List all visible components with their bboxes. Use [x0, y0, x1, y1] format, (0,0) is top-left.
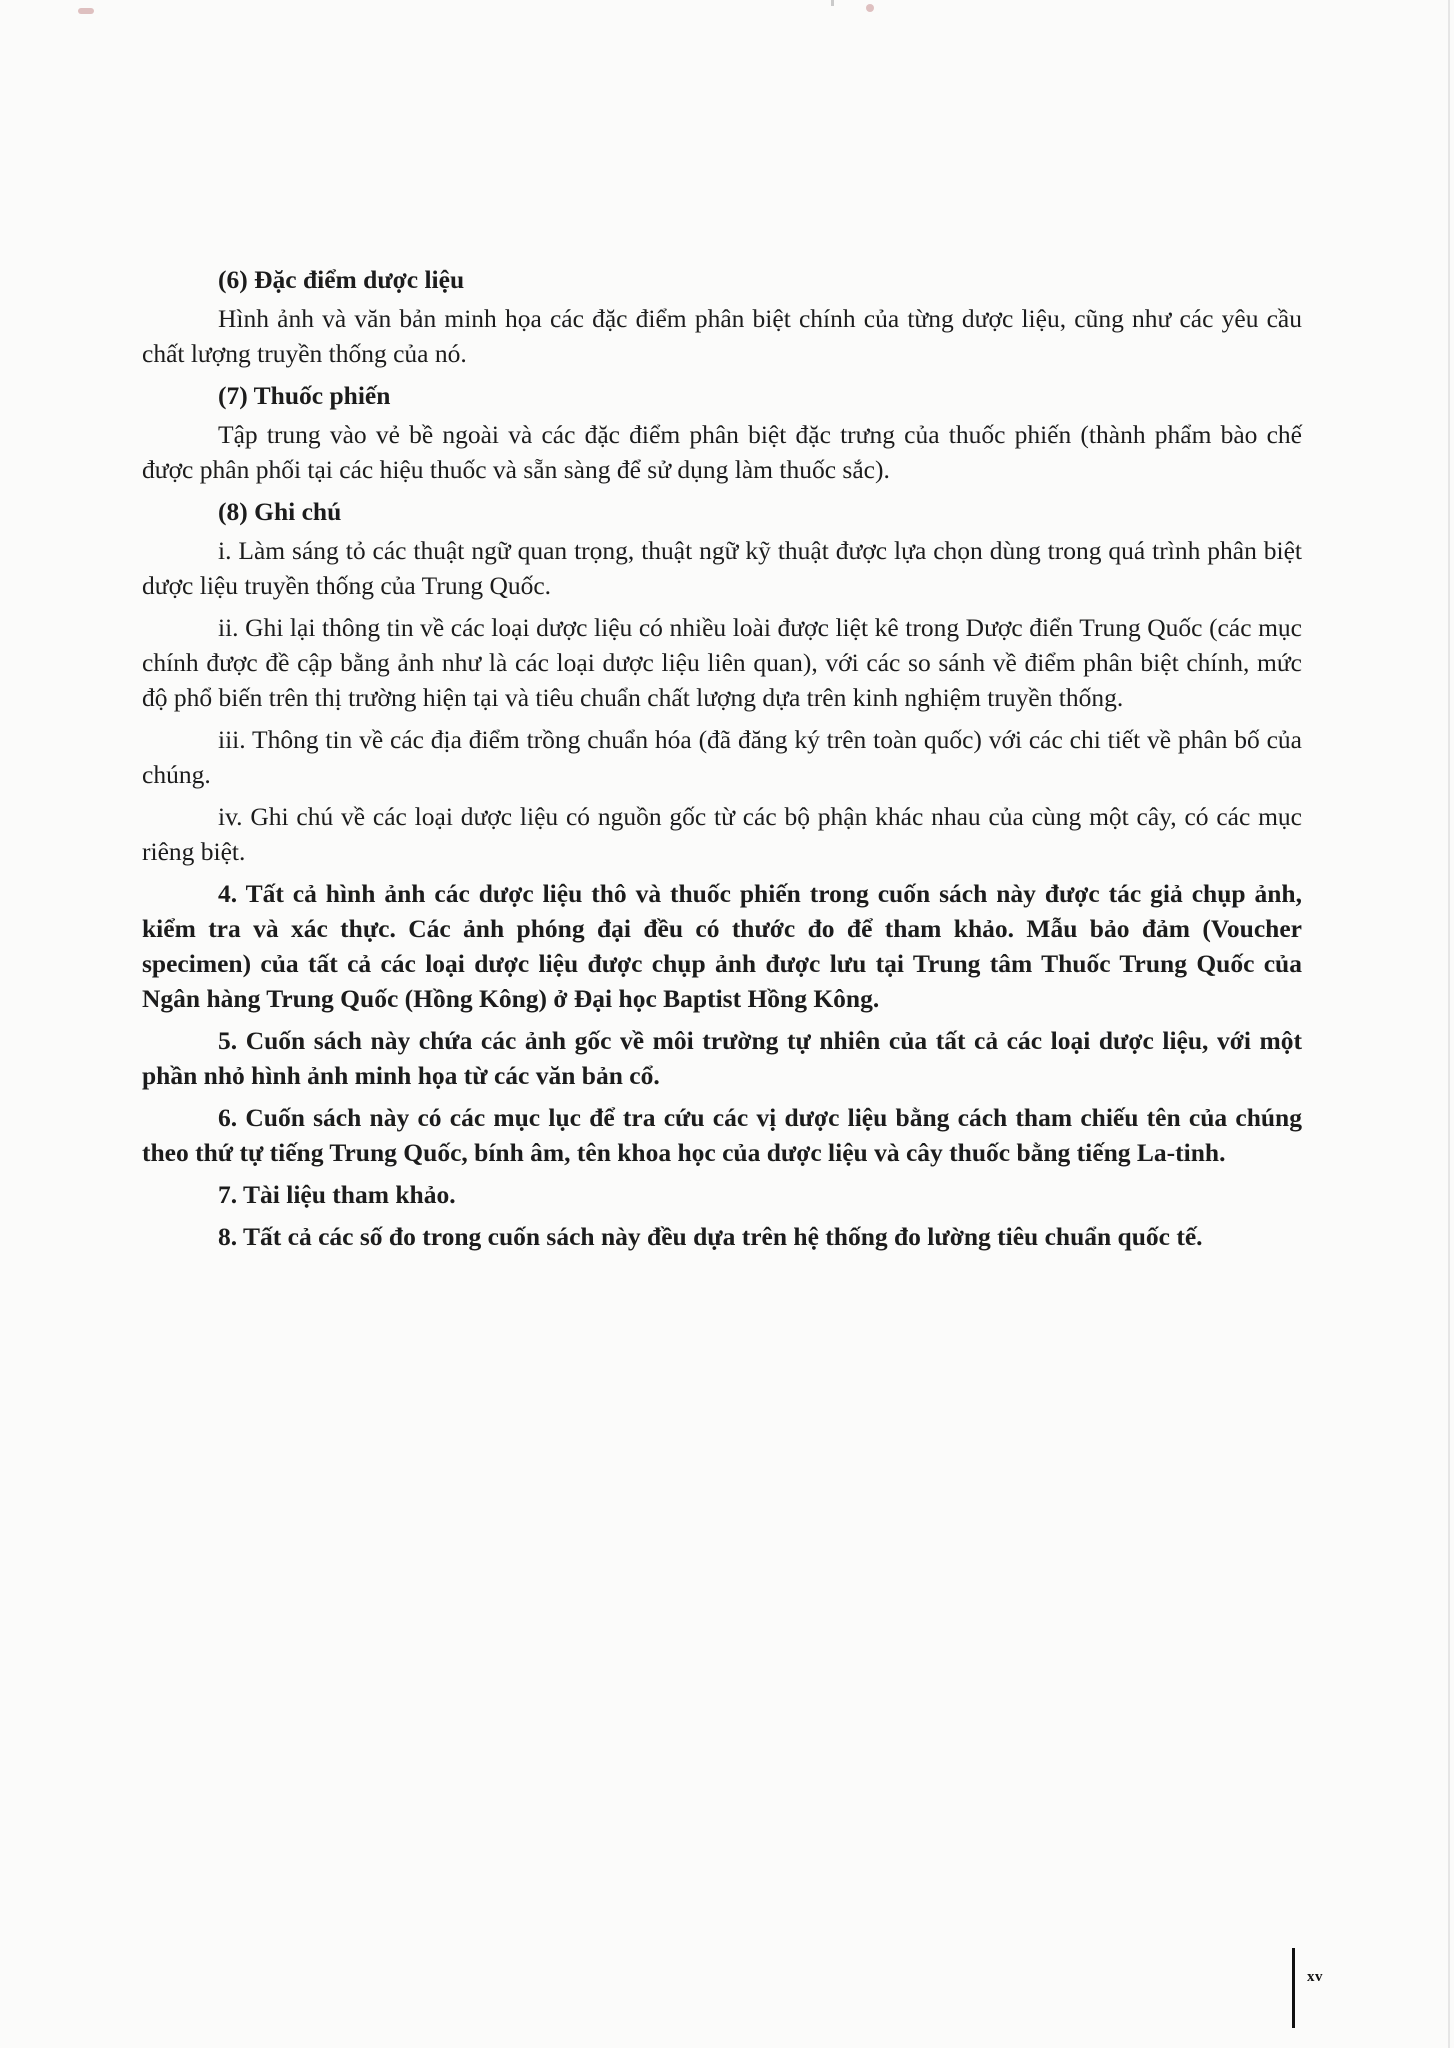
page-number-rule: [1292, 1948, 1295, 2028]
note-ii: ii. Ghi lại thông tin về các loại dược liệu có nhiều loài được liệt kê trong Dược điển Trung Quốc (các mục chính được đề cập bằng ảnh như là các loại dược liệu liên quan), với các so sánh về điểm phân biệt chính, mức độ phổ biến trên thị trường hiện tại và tiêu chuẩn chất lượng dựa trên kinh nghiệm truyền thống.: [142, 613, 1302, 712]
section-8-heading: (8) Ghi chú: [218, 497, 342, 526]
scan-artifact: [831, 0, 834, 6]
item-8: 8. Tất cả các số đo trong cuốn sách này đều dựa trên hệ thống đo lường tiêu chuẩn quốc tế.: [218, 1222, 1203, 1251]
item-6: 6. Cuốn sách này có các mục lục để tra cứu các vị dược liệu bằng cách tham chiếu tên của chúng theo thứ tự tiếng Trung Quốc, bính âm, tên khoa học của dược liệu và cây thuốc bằng tiếng La-tinh.: [142, 1103, 1302, 1167]
section-7-heading: (7) Thuốc phiến: [218, 381, 391, 410]
section-7-text: Tập trung vào vẻ bề ngoài và các đặc điểm phân biệt đặc trưng của thuốc phiến (thành phẩm bào chế được phân phối tại các hiệu thuốc và sẵn sàng để sử dụng làm thuốc sắc).: [142, 420, 1302, 484]
note-i: i. Làm sáng tỏ các thuật ngữ quan trọng, thuật ngữ kỹ thuật được lựa chọn dùng trong quá trình phân biệt dược liệu truyền thống của Trung Quốc.: [142, 536, 1302, 600]
section-6-heading: (6) Đặc điểm dược liệu: [218, 265, 465, 294]
item-5: 5. Cuốn sách này chứa các ảnh gốc về môi trường tự nhiên của tất cả các loại dược liệu, với một phần nhỏ hình ảnh minh họa từ các văn bản cổ.: [142, 1026, 1302, 1090]
scan-artifact: [78, 8, 94, 14]
item-7: 7. Tài liệu tham khảo.: [218, 1180, 456, 1209]
page-number: xv: [1307, 1969, 1323, 1985]
note-iv: iv. Ghi chú về các loại dược liệu có nguồn gốc từ các bộ phận khác nhau của cùng một cây, có các mục riêng biệt.: [142, 802, 1302, 866]
note-iii: iii. Thông tin về các địa điểm trồng chuẩn hóa (đã đăng ký trên toàn quốc) với các chi tiết về phân bố của chúng.: [142, 725, 1302, 789]
body-text: [142, 262, 1302, 1261]
item-4: 4. Tất cả hình ảnh các dược liệu thô và thuốc phiến trong cuốn sách này được tác giả chụp ảnh, kiểm tra và xác thực. Các ảnh phóng đại đều có thước đo để tham khảo. Mẫu bảo đảm (Voucher specimen) của tất cả các loại dược liệu được chụp ảnh được lưu tại Trung tâm Thuốc Trung Quốc của Ngân hàng Trung Quốc (Hồng Kông) ở Đại học Baptist Hồng Kông.: [142, 879, 1302, 1013]
scan-artifact: [866, 4, 874, 12]
page-edge: [1448, 0, 1450, 2048]
section-6-text: Hình ảnh và văn bản minh họa các đặc điểm phân biệt chính của từng dược liệu, cũng như các yêu cầu chất lượng truyền thống của nó.: [142, 304, 1302, 368]
